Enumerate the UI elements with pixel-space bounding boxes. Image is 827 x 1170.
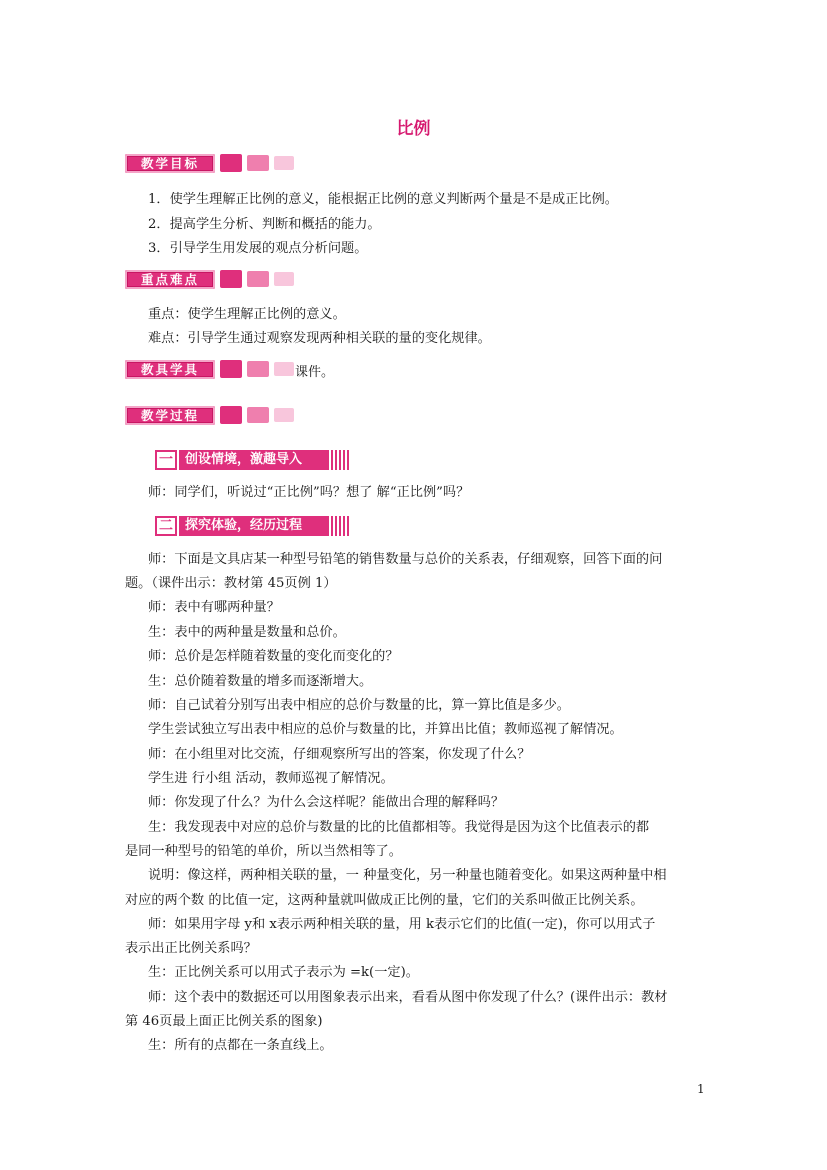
paragraph: 师：在小组里对比交流，仔细观察所写出的答案，你发现了什么？ [148, 747, 531, 762]
paragraph: 第 46页最上面正比例关系的图象) [125, 1014, 323, 1029]
goal-item: 3．引导学生用发展的观点分析问题。 [148, 241, 368, 256]
page-title: 比例 [396, 119, 431, 139]
paragraph: 师：下面是文具店某一种型号铅笔的销售数量与总价的关系表，仔细观察，回答下面的问 [148, 552, 663, 567]
paragraph: 生：所有的点都在一条直线上。 [148, 1038, 333, 1053]
decor-square-icon [274, 408, 294, 422]
decor-stripes-icon [331, 450, 351, 470]
paragraph: 生：我发现表中对应的总价与数量的比的比值都相等。我觉得是因为这个比值表示的都 [148, 820, 650, 835]
decor-square-icon [220, 154, 242, 172]
decor-square-icon [220, 270, 242, 288]
paragraph: 师：如果用字母 y和 x表示两种相关联的量，用 k表示它们的比值(一定)，你可以用式子 [148, 917, 656, 932]
paragraph: 对应的两个数 的比值一定，这两种量就叫做成正比例的量，它们的关系叫做正比例关系。 [125, 893, 644, 908]
decor-square-icon [274, 156, 294, 170]
paragraph: 师：你发现了什么？为什么会这样呢？能做出合理的解释吗？ [148, 795, 505, 810]
paragraph: 题。（课件出示：教材第 45页例 1） [125, 576, 337, 591]
section-header-key [125, 268, 294, 290]
paragraph: 说明：像这样，两种相关联的量，一 种量变化，另一种量也随着变化。如果这两种量中相 [148, 868, 667, 883]
decor-stripes-icon [331, 516, 351, 536]
tools-text: 课件。 [295, 365, 335, 380]
decor-square-icon [274, 272, 294, 286]
step-number: 一 [155, 450, 177, 470]
paragraph: 生：正比例关系可以用式子表示为 =k(一定)。 [148, 965, 419, 980]
section-header-tools [125, 358, 334, 380]
paragraph: 表示出正比例关系吗？ [125, 941, 257, 956]
decor-square-icon [220, 360, 242, 378]
key-item: 重点：使学生理解正比例的意义。 [148, 307, 346, 322]
section-header-process [125, 404, 294, 426]
step-number: 二 [155, 516, 177, 536]
paragraph: 师：同学们，听说过“正比例”吗？想了 解“正比例”吗？ [148, 485, 470, 500]
step-label: 探究体验，经历过程 [179, 516, 329, 536]
decor-square-icon [247, 407, 269, 423]
section-header-goals [125, 152, 294, 174]
paragraph: 师：总价是怎样随着数量的变化而变化的？ [148, 649, 399, 664]
step-label: 创设情境，激趣导入 [179, 450, 329, 470]
paragraph: 学生尝试独立写出表中相应的总价与数量的比，并算出比值；教师巡视了解情况。 [148, 722, 623, 737]
goal-item: 2．提高学生分析、判断和概括的能力。 [148, 217, 381, 232]
paragraph: 是同一种型号的铅笔的单价，所以当然相等了。 [125, 844, 402, 859]
paragraph: 生：表中的两种量是数量和总价。 [148, 625, 346, 640]
decor-square-icon [247, 361, 269, 377]
paragraph: 师：表中有哪两种量？ [148, 600, 280, 615]
paragraph: 师：自己试着分别写出表中相应的总价与数量的比，算一算比值是多少。 [148, 698, 570, 713]
section-label: 重点难点 [125, 270, 215, 289]
key-item: 难点：引导学生通过观察发现两种相关联的量的变化规律。 [148, 331, 491, 346]
section-label: 教学过程 [125, 406, 215, 425]
paragraph: 师：这个表中的数据还可以用图象表示出来，看看从图中你发现了什么？(课件出示：教材 [148, 990, 668, 1005]
decor-square-icon [274, 362, 294, 376]
decor-square-icon [247, 271, 269, 287]
paragraph: 生：总价随着数量的增多而逐渐增大。 [148, 674, 373, 689]
page-number: 1 [697, 1082, 705, 1096]
section-label: 教具学具 [125, 360, 215, 379]
paragraph: 学生进 行小组 活动，教师巡视了解情况。 [148, 771, 394, 786]
section-label: 教学目标 [125, 154, 215, 173]
step-header-2 [155, 515, 351, 537]
goal-item: 1．使学生理解正比例的意义，能根据正比例的意义判断两个量是不是成正比例。 [148, 192, 618, 207]
step-header-1 [155, 449, 351, 471]
decor-square-icon [247, 155, 269, 171]
decor-square-icon [220, 406, 242, 424]
